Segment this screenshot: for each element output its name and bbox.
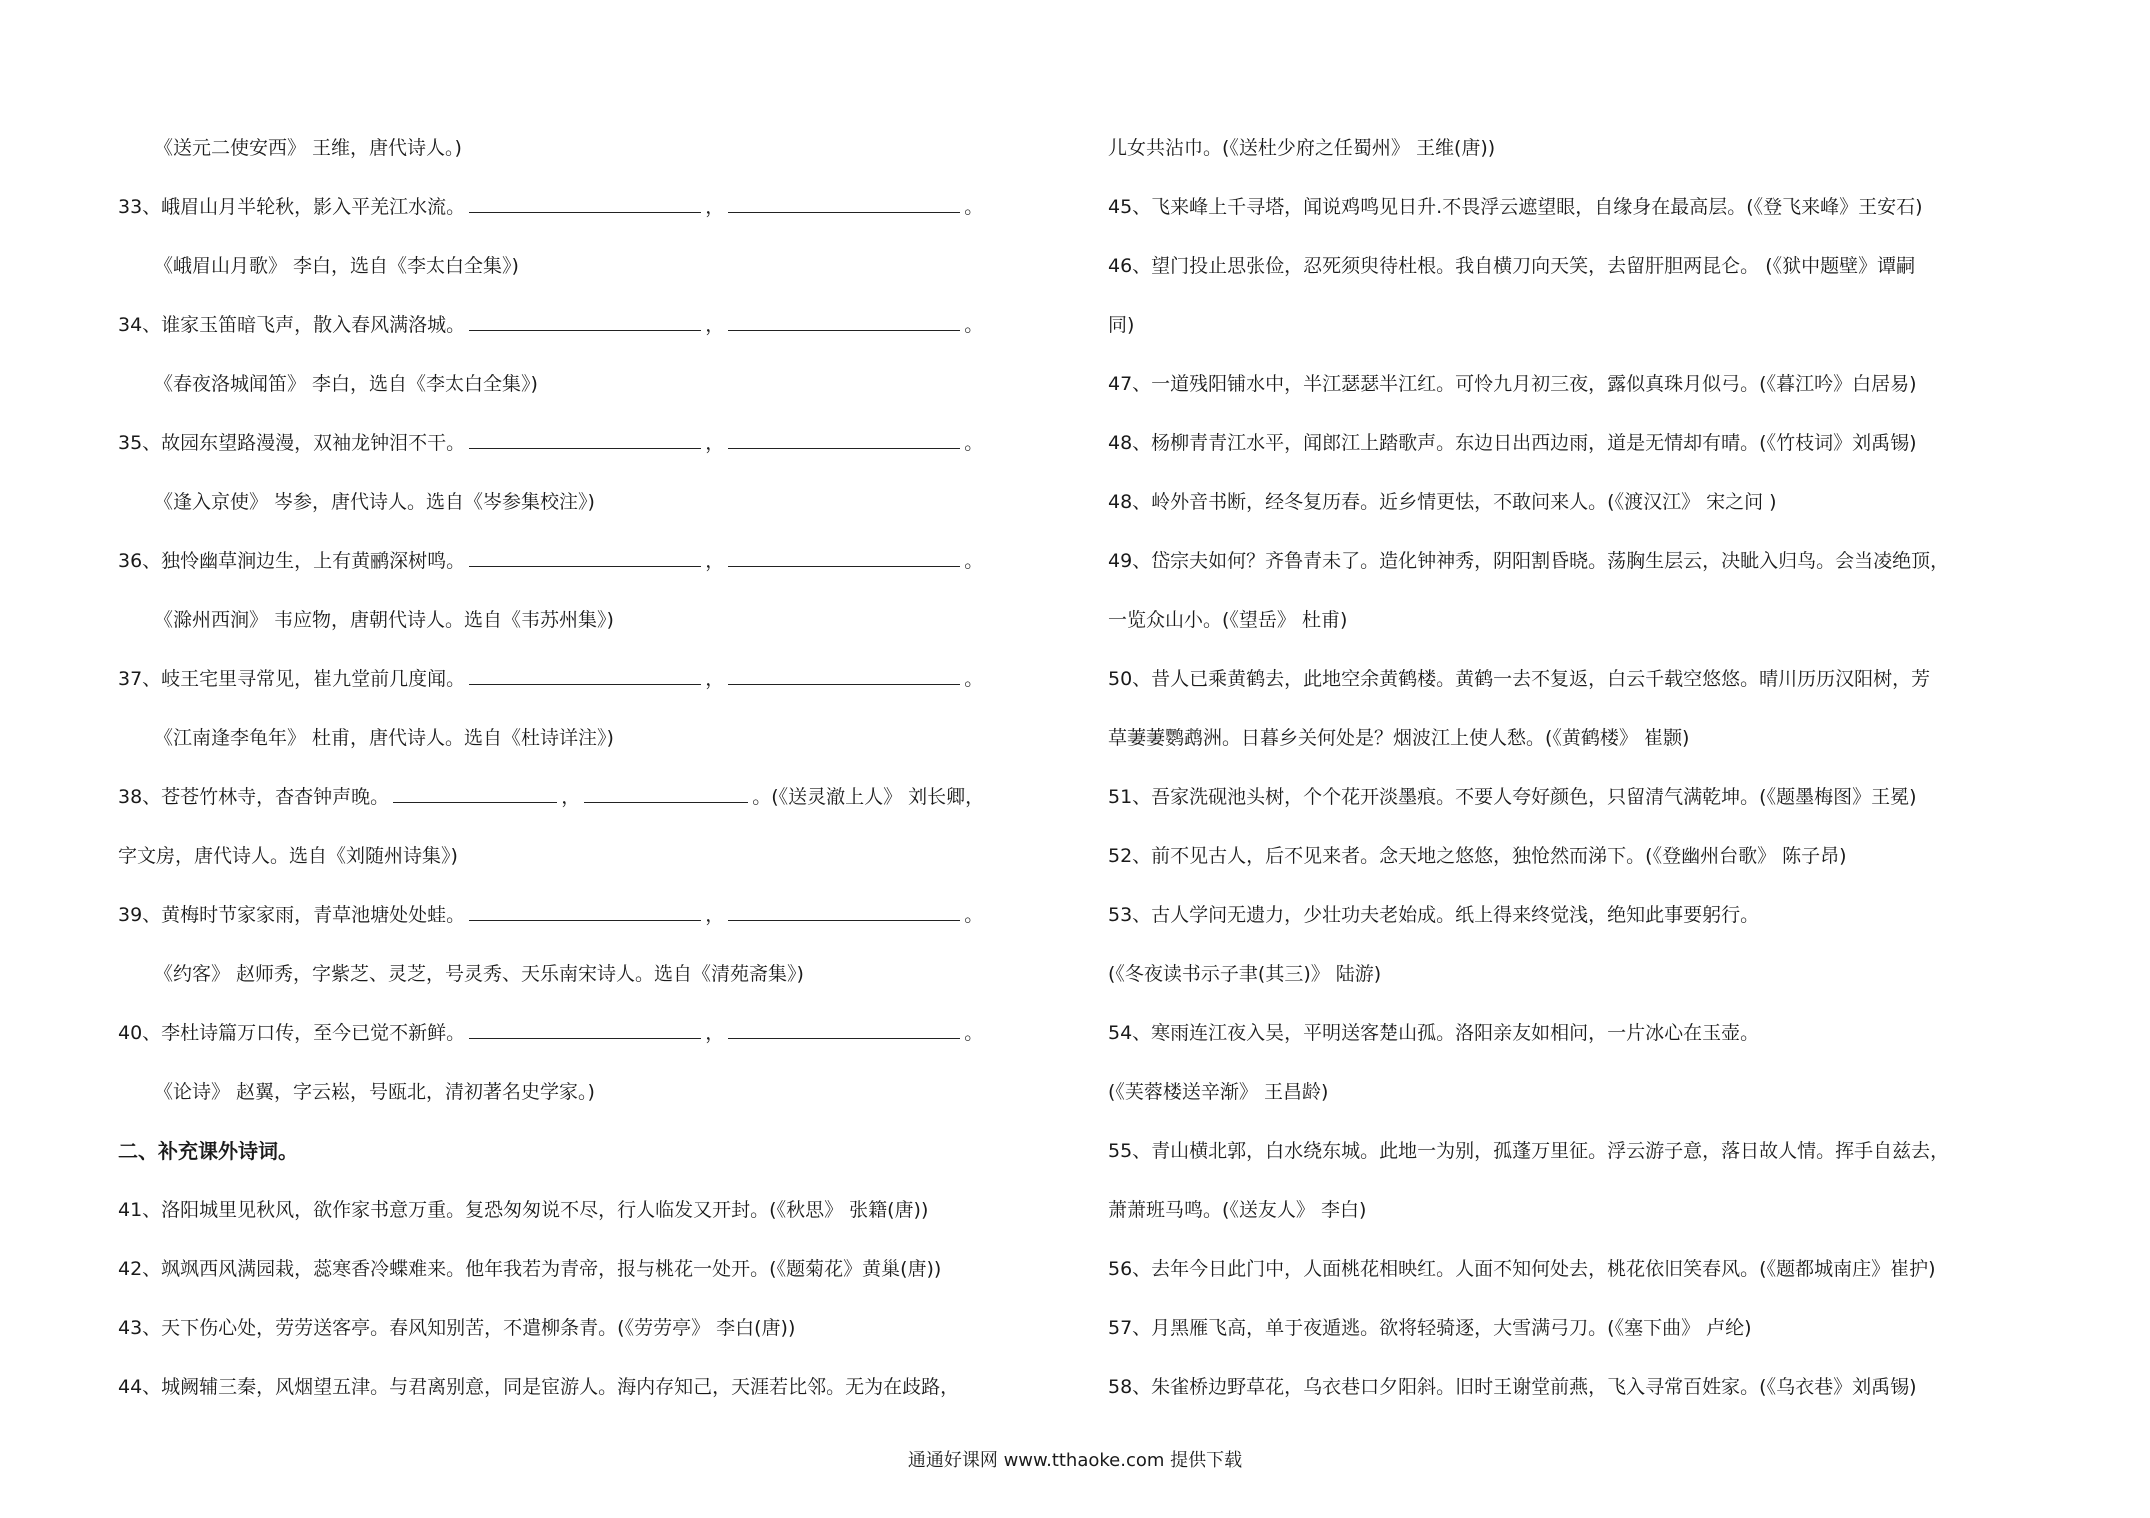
- answer-blank[interactable]: [728, 426, 960, 449]
- answer-blank[interactable]: [469, 544, 701, 567]
- answer-blank[interactable]: [469, 898, 701, 921]
- page-footer: 通通好课网 www.tthaoke.com 提供下载: [907, 1450, 1243, 1471]
- poem-line: (《冬夜读书示子聿(其三)》 陆游): [1108, 963, 1382, 985]
- answer-blank[interactable]: [728, 308, 960, 331]
- poem-49: 49、岱宗夫如何？齐鲁青未了。造化钟神秀，阴阳割昏晓。荡胸生层云，决眦入归鸟。会当凌绝顶，: [1108, 550, 1950, 572]
- left-column: [118, 121, 1058, 1419]
- poem-line: 同): [1108, 314, 1135, 336]
- answer-blank[interactable]: [469, 426, 701, 449]
- question-34: 34、谁家玉笛暗飞声，散入春风满洛城。 ， 。: [118, 298, 1058, 357]
- question-38: 38、苍苍竹林寺，杳杳钟声晚。 ， 。(《送灵澈上人》 刘长卿，: [118, 770, 1058, 829]
- source-line: 《约客》 赵师秀，字紫芝、灵芝，号灵秀、天乐南宋诗人。选自《清苑斋集》): [154, 963, 804, 985]
- source-line: 《逢入京使》 岑参，唐代诗人。选自《岑参集校注》): [154, 491, 595, 513]
- poem-48b: 48、岭外音书断，经冬复历春。近乡情更怯，不敢问来人。(《渡汉江》 宋之问 ): [1108, 491, 1777, 513]
- source-line: 《滁州西涧》 韦应物，唐朝代诗人。选自《韦苏州集》): [154, 609, 614, 631]
- question-40: 40、李杜诗篇万口传，至今已觉不新鲜。 ， 。: [118, 1006, 1058, 1065]
- source-line: 《峨眉山月歌》 李白，选自《李太白全集》): [154, 255, 519, 277]
- right-column: [1108, 121, 2048, 1419]
- answer-blank[interactable]: [469, 1016, 701, 1039]
- source-line: 字文房，唐代诗人。选自《刘随州诗集》): [118, 845, 458, 867]
- poem-line: 儿女共沾巾。(《送杜少府之任蜀州》 王维(唐)): [1108, 137, 1496, 159]
- answer-blank[interactable]: [728, 898, 960, 921]
- answer-blank[interactable]: [393, 780, 557, 803]
- source-line: 《春夜洛城闻笛》 李白，选自《李太白全集》): [154, 373, 538, 395]
- answer-blank[interactable]: [728, 190, 960, 213]
- source-line: 《江南逢李龟年》 杜甫，唐代诗人。选自《杜诗详注》): [154, 727, 614, 749]
- answer-blank[interactable]: [469, 308, 701, 331]
- poem-50: 50、昔人已乘黄鹤去，此地空余黄鹤楼。黄鹤一去不复返，白云千载空悠悠。晴川历历汉阳树，芳: [1108, 668, 1931, 690]
- poem-42: 42、飒飒西风满园栽，蕊寒香冷蝶难来。他年我若为青帝，报与桃花一处开。(《题菊花》黄巢(唐)): [118, 1258, 942, 1280]
- poem-56: 56、去年今日此门中，人面桃花相映红。人面不知何处去，桃花依旧笑春风。(《题都城南庄》崔护): [1108, 1258, 1936, 1280]
- poem-47: 47、一道残阳铺水中，半江瑟瑟半江红。可怜九月初三夜，露似真珠月似弓。(《暮江吟》白居易): [1108, 373, 1917, 395]
- question-35: 35、故园东望路漫漫，双袖龙钟泪不干。 ， 。: [118, 416, 1058, 475]
- poem-48: 48、杨柳青青江水平，闻郎江上踏歌声。东边日出西边雨，道是无情却有晴。(《竹枝词》刘禹锡): [1108, 432, 1917, 454]
- poem-53: 53、古人学问无遗力，少壮功夫老始成。纸上得来终觉浅，绝知此事要躬行。: [1108, 904, 1760, 926]
- answer-blank[interactable]: [469, 190, 701, 213]
- question-36: 36、独怜幽草涧边生，上有黄鹂深树鸣。 ， 。: [118, 534, 1058, 593]
- poem-43: 43、天下伤心处，劳劳送客亭。春风知别苦，不遣柳条青。(《劳劳亭》 李白(唐)): [118, 1317, 796, 1339]
- poem-45: 45、飞来峰上千寻塔，闻说鸡鸣见日升.不畏浮云遮望眼，自缘身在最高层。(《登飞来峰》王安石): [1108, 196, 1923, 218]
- poem-line: (《芙蓉楼送辛渐》 王昌龄): [1108, 1081, 1329, 1103]
- answer-blank[interactable]: [728, 544, 960, 567]
- poem-57: 57、月黑雁飞高，单于夜遁逃。欲将轻骑逐，大雪满弓刀。(《塞下曲》 卢纶): [1108, 1317, 1752, 1339]
- question-37: 37、岐王宅里寻常见，崔九堂前几度闻。 ， 。: [118, 652, 1058, 711]
- answer-blank[interactable]: [728, 1016, 960, 1039]
- poem-46: 46、望门投止思张俭，忍死须臾待杜根。我自横刀向天笑，去留肝胆两昆仑。 (《狱中题壁》谭嗣: [1108, 255, 1916, 277]
- poem-55: 55、青山横北郭，白水绕东城。此地一为别，孤蓬万里征。浮云游子意，落日故人情。挥手自兹去，: [1108, 1140, 1950, 1162]
- answer-blank[interactable]: [469, 662, 701, 685]
- poem-41: 41、洛阳城里见秋风，欲作家书意万重。复恐匆匆说不尽，行人临发又开封。(《秋思》 张籍(唐)): [118, 1199, 929, 1221]
- poem-51: 51、吾家洗砚池头树，个个花开淡墨痕。不要人夸好颜色，只留清气满乾坤。(《题墨梅图》王冕): [1108, 786, 1917, 808]
- poem-line: 草萋萋鹦鹉洲。日暮乡关何处是？烟波江上使人愁。(《黄鹤楼》 崔颢): [1108, 727, 1690, 749]
- question-39: 39、黄梅时节家家雨，青草池塘处处蛙。 ， 。: [118, 888, 1058, 947]
- question-33: 33、峨眉山月半轮秋，影入平羌江水流。 ， 。: [118, 180, 1058, 239]
- poem-54: 54、寒雨连江夜入吴，平明送客楚山孤。洛阳亲友如相问，一片冰心在玉壶。: [1108, 1022, 1760, 1044]
- poem-58: 58、朱雀桥边野草花，乌衣巷口夕阳斜。旧时王谢堂前燕，飞入寻常百姓家。(《乌衣巷》刘禹锡): [1108, 1376, 1917, 1398]
- answer-blank[interactable]: [584, 780, 748, 803]
- source-line: 《送元二使安西》 王维，唐代诗人。): [154, 137, 462, 159]
- poem-line: 一览众山小。(《望岳》 杜甫): [1108, 609, 1348, 631]
- source-line: 《论诗》 赵翼，字云崧，号瓯北，清初著名史学家。): [154, 1081, 595, 1103]
- section-heading: 二、补充课外诗词。: [118, 1139, 298, 1163]
- poem-44: 44、城阙辅三秦，风烟望五津。与君离别意，同是宦游人。海内存知己，天涯若比邻。无为在歧路，: [118, 1376, 960, 1398]
- answer-blank[interactable]: [728, 662, 960, 685]
- poem-52: 52、前不见古人，后不见来者。念天地之悠悠，独怆然而涕下。(《登幽州台歌》 陈子昂): [1108, 845, 1847, 867]
- poem-line: 萧萧班马鸣。(《送友人》 李白): [1108, 1199, 1367, 1221]
